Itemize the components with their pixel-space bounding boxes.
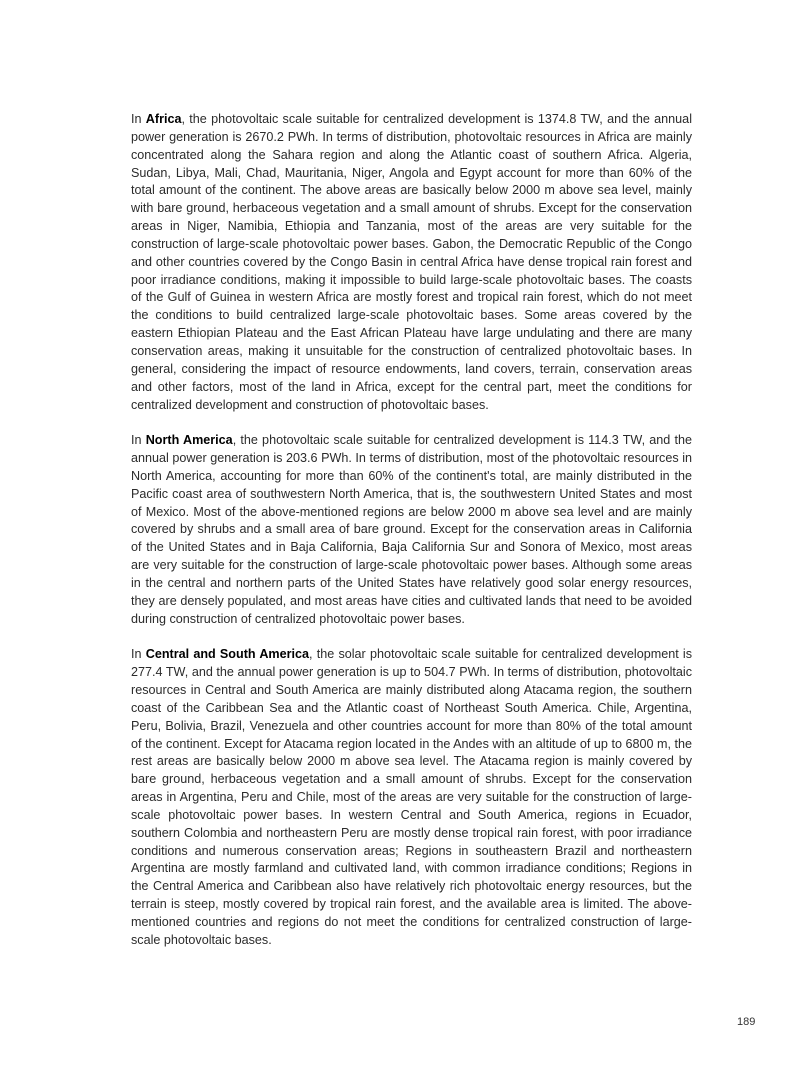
page-number: 189 xyxy=(737,1016,756,1028)
paragraph-text: , the photovoltaic scale suitable for centralized development is 114.3 TW, and the annual power generation is 203.6 PWh. In terms of distribution, most of the photovoltaic resources in North America, accounting for more than 60% of the continent's total, are mainly distributed in the Pacific coast area of southwestern North America, that is, the southwestern United States and most of Mexico. Most of the above-mentioned regions are below 2000 m above sea level and are mainly covered by shrubs and a small area of bare ground. Except for the conservation areas in California of the United States and in Baja California, Baja California Sur and Sonora of Mexico, most areas are very suitable for the construction of large-scale photovoltaic power bases. Although some areas in the central and northern parts of the United States have relatively good solar energy resources, they are densely populated, and most areas have cities and cultivated lands that need to be avoided during construction of centralized photovoltaic power bases. xyxy=(131,433,692,626)
paragraph-prefix: In xyxy=(131,433,146,448)
paragraph-text: , the photovoltaic scale suitable for centralized development is 1374.8 TW, and the annual power generation is 2670.2 PWh. In terms of distribution, photovoltaic resources in Africa are mainly concentrated along the Sahara region and along the Atlantic coast of southern Africa. Algeria, Sudan, Libya, Mali, Chad, Mauritania, Niger, Angola and Egypt account for more than 60% of the total amount of the continent. The above areas are basically below 2000 m above sea level, mainly with bare ground, herbaceous vegetation and a small amount of shrubs. Except for the conservation areas in Niger, Namibia, Ethiopia and Tanzania, most of the areas are very suitable for the construction of large-scale photovoltaic power bases. Gabon, the Democratic Republic of the Congo and other countries covered by the Congo Basin in central Africa have dense tropical rain forest and poor irradiance conditions, making it impossible to build large-scale photovoltaic bases. The coasts of the Gulf of Guinea in western Africa are mostly forest and tropical rain forest, which do not meet the conditions to build centralized large-scale photovoltaic bases. Some areas covered by the eastern Ethiopian Plateau and the East African Plateau have large undulating and there are many conservation areas, making it unsuitable for the construction of centralized photovoltaic bases. In general, considering the impact of resource endowments, land covers, terrain, conservation areas and other factors, most of the land in Africa, except for the central part, meet the conditions for centralized development and construction of photovoltaic bases. xyxy=(131,112,692,412)
paragraph-prefix: In xyxy=(131,647,146,662)
paragraph-north-america xyxy=(131,432,692,628)
region-name: Central and South America xyxy=(145,647,310,662)
region-name: Africa xyxy=(145,112,182,126)
document-body xyxy=(131,111,692,968)
paragraph-africa xyxy=(131,111,692,414)
paragraph-prefix: In xyxy=(131,112,146,126)
region-name: North America xyxy=(145,433,233,448)
paragraph-text: , the solar photovoltaic scale suitable for centralized development is 277.4 TW, and the annual power generation is up to 504.7 PWh. In terms of distribution, photovoltaic resources in Central and South America are mainly distributed along Atacama region, the southern coast of the Caribbean Sea and the Atlantic coast of Northeast South America. Chile, Argentina, Peru, Bolivia, Brazil, Venezuela and other countries account for more than 80% of the total amount of the continent. Except for Atacama region located in the Andes with an altitude of up to 6800 m, the rest areas are basically below 2000 m above sea level. The Atacama region is mainly covered by bare ground, herbaceous vegetation and a small amount of shrubs. Except for the conservation areas in Argentina, Peru and Chile, most of the areas are very suitable for the construction of large-scale photovoltaic power bases. In western Central and South America, regions in Ecuador, southern Colombia and northeastern Peru are mostly dense tropical rain forest, with poor irradiance conditions and numerous conservation areas; Regions in southeastern Brazil and northeastern Argentina are mostly farmland and cultivated land, with common irradiance conditions; Regions in the Central America and Caribbean also have relatively rich photovoltaic energy resources, but the terrain is steep, mostly covered by tropical rain forest, and the available area is limited. The above-mentioned countries and regions do not meet the conditions for centralized construction of large-scale photovoltaic bases. xyxy=(131,647,693,947)
paragraph-central-south-america xyxy=(131,646,692,949)
